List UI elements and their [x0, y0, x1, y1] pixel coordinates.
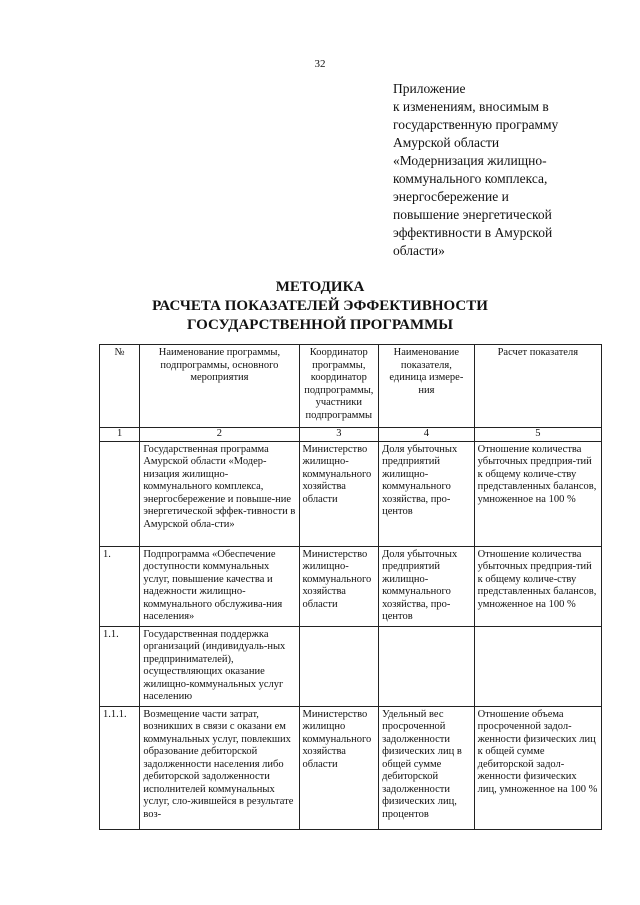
column-number: 1	[100, 428, 140, 442]
cell-name: Подпрограмма «Обеспечение доступности коммунальных услуг, повышение качества и надежности жилищно-коммунального обслужива-ния населения»	[140, 546, 299, 626]
document-title	[0, 278, 640, 335]
appendix-line: повышение энергетической	[393, 207, 552, 222]
table-row	[100, 626, 602, 706]
appendix-line: «Модернизация жилищно-	[393, 153, 547, 168]
cell-name: Государственная поддержка организаций (индивидуаль-ных предпринимателей), осуществляющих оказание жилищно-коммунальных услуг населению	[140, 626, 299, 706]
title-line-2: РАСЧЕТА ПОКАЗАТЕЛЕЙ ЭФФЕКТИВНОСТИ	[152, 298, 488, 314]
appendix-line: области»	[393, 243, 445, 258]
cell-no	[100, 441, 140, 546]
cell-coordinator: Министерство жилищно коммунального хозяйства области	[299, 706, 379, 829]
column-number: 2	[140, 428, 299, 442]
cell-indicator: Доля убыточных предприятий жилищно-коммунального хозяйства, про-центов	[379, 546, 475, 626]
cell-coordinator	[299, 626, 379, 706]
table-header-row	[100, 345, 602, 428]
cell-indicator	[379, 626, 475, 706]
cell-coordinator: Министерство жилищно-коммунального хозяйства области	[299, 546, 379, 626]
cell-no: 1.1.	[100, 626, 140, 706]
cell-calc: Отношение количества убыточных предприя-тий к общему количе-ству представленных балансов, умноженное на 100 %	[474, 441, 601, 546]
cell-coordinator: Министерство жилищно-коммунального хозяйства области	[299, 441, 379, 546]
cell-no: 1.1.1.	[100, 706, 140, 829]
column-number-row	[100, 428, 602, 442]
column-number: 3	[299, 428, 379, 442]
appendix-line: государственную программу	[393, 117, 559, 132]
page-number: 32	[314, 58, 326, 70]
cell-name: Возмещение части затрат, возникших в связи с оказани ем коммунальных услуг, повлекших образование дебиторской задолженности населения либо дебиторской задолженности исполнителей коммунальных услуг, сло-жившейся в результате воз-	[140, 706, 299, 829]
methodology-table	[99, 344, 602, 830]
column-number: 5	[474, 428, 601, 442]
header-indicator: Наименование показателя, единица измере-ния	[379, 345, 475, 428]
appendix-line: энергосбережение и	[393, 189, 509, 204]
appendix-note	[393, 80, 593, 260]
cell-indicator: Удельный вес просроченной задолженности физических лиц в общей сумме дебиторской задолженности физических лиц, процентов	[379, 706, 475, 829]
cell-no: 1.	[100, 546, 140, 626]
appendix-line: Приложение	[393, 81, 466, 96]
title-line-3: ГОСУДАРСТВЕННОЙ ПРОГРАММЫ	[187, 317, 453, 333]
appendix-line: коммунального комплекса,	[393, 171, 548, 186]
cell-name: Государственная программа Амурской области «Модер-низация жилищно-коммунального комплекса, энергосбережение и повыше-ние энергетической эффек-тивности в Амурской обла-сти»	[140, 441, 299, 546]
cell-calc	[474, 626, 601, 706]
appendix-line: к изменениям, вносимым в	[393, 99, 549, 114]
table-row	[100, 441, 602, 546]
column-number: 4	[379, 428, 475, 442]
table-row	[100, 706, 602, 829]
header-calc: Расчет показателя	[474, 345, 601, 428]
title-line-1: МЕТОДИКА	[275, 279, 365, 295]
cell-indicator: Доля убыточных предприятий жилищно-коммунального хозяйства, про-центов	[379, 441, 475, 546]
cell-calc: Отношение объема просроченной задол-женности физических лиц к общей сумме дебиторской задол-женности физических лиц, умноженное на 100 %	[474, 706, 601, 829]
appendix-line: Амурской области	[393, 135, 500, 150]
cell-calc: Отношение количества убыточных предприя-тий к общему количе-ству представленных балансов, умноженное на 100 %	[474, 546, 601, 626]
header-coordinator: Координатор программы, координатор подпрограммы, участники подпрограммы	[299, 345, 379, 428]
appendix-line: эффективности в Амурской	[393, 225, 553, 240]
header-no: №	[100, 345, 140, 428]
header-name: Наименование программы, подпрограммы, основного мероприятия	[140, 345, 299, 428]
table-row	[100, 546, 602, 626]
